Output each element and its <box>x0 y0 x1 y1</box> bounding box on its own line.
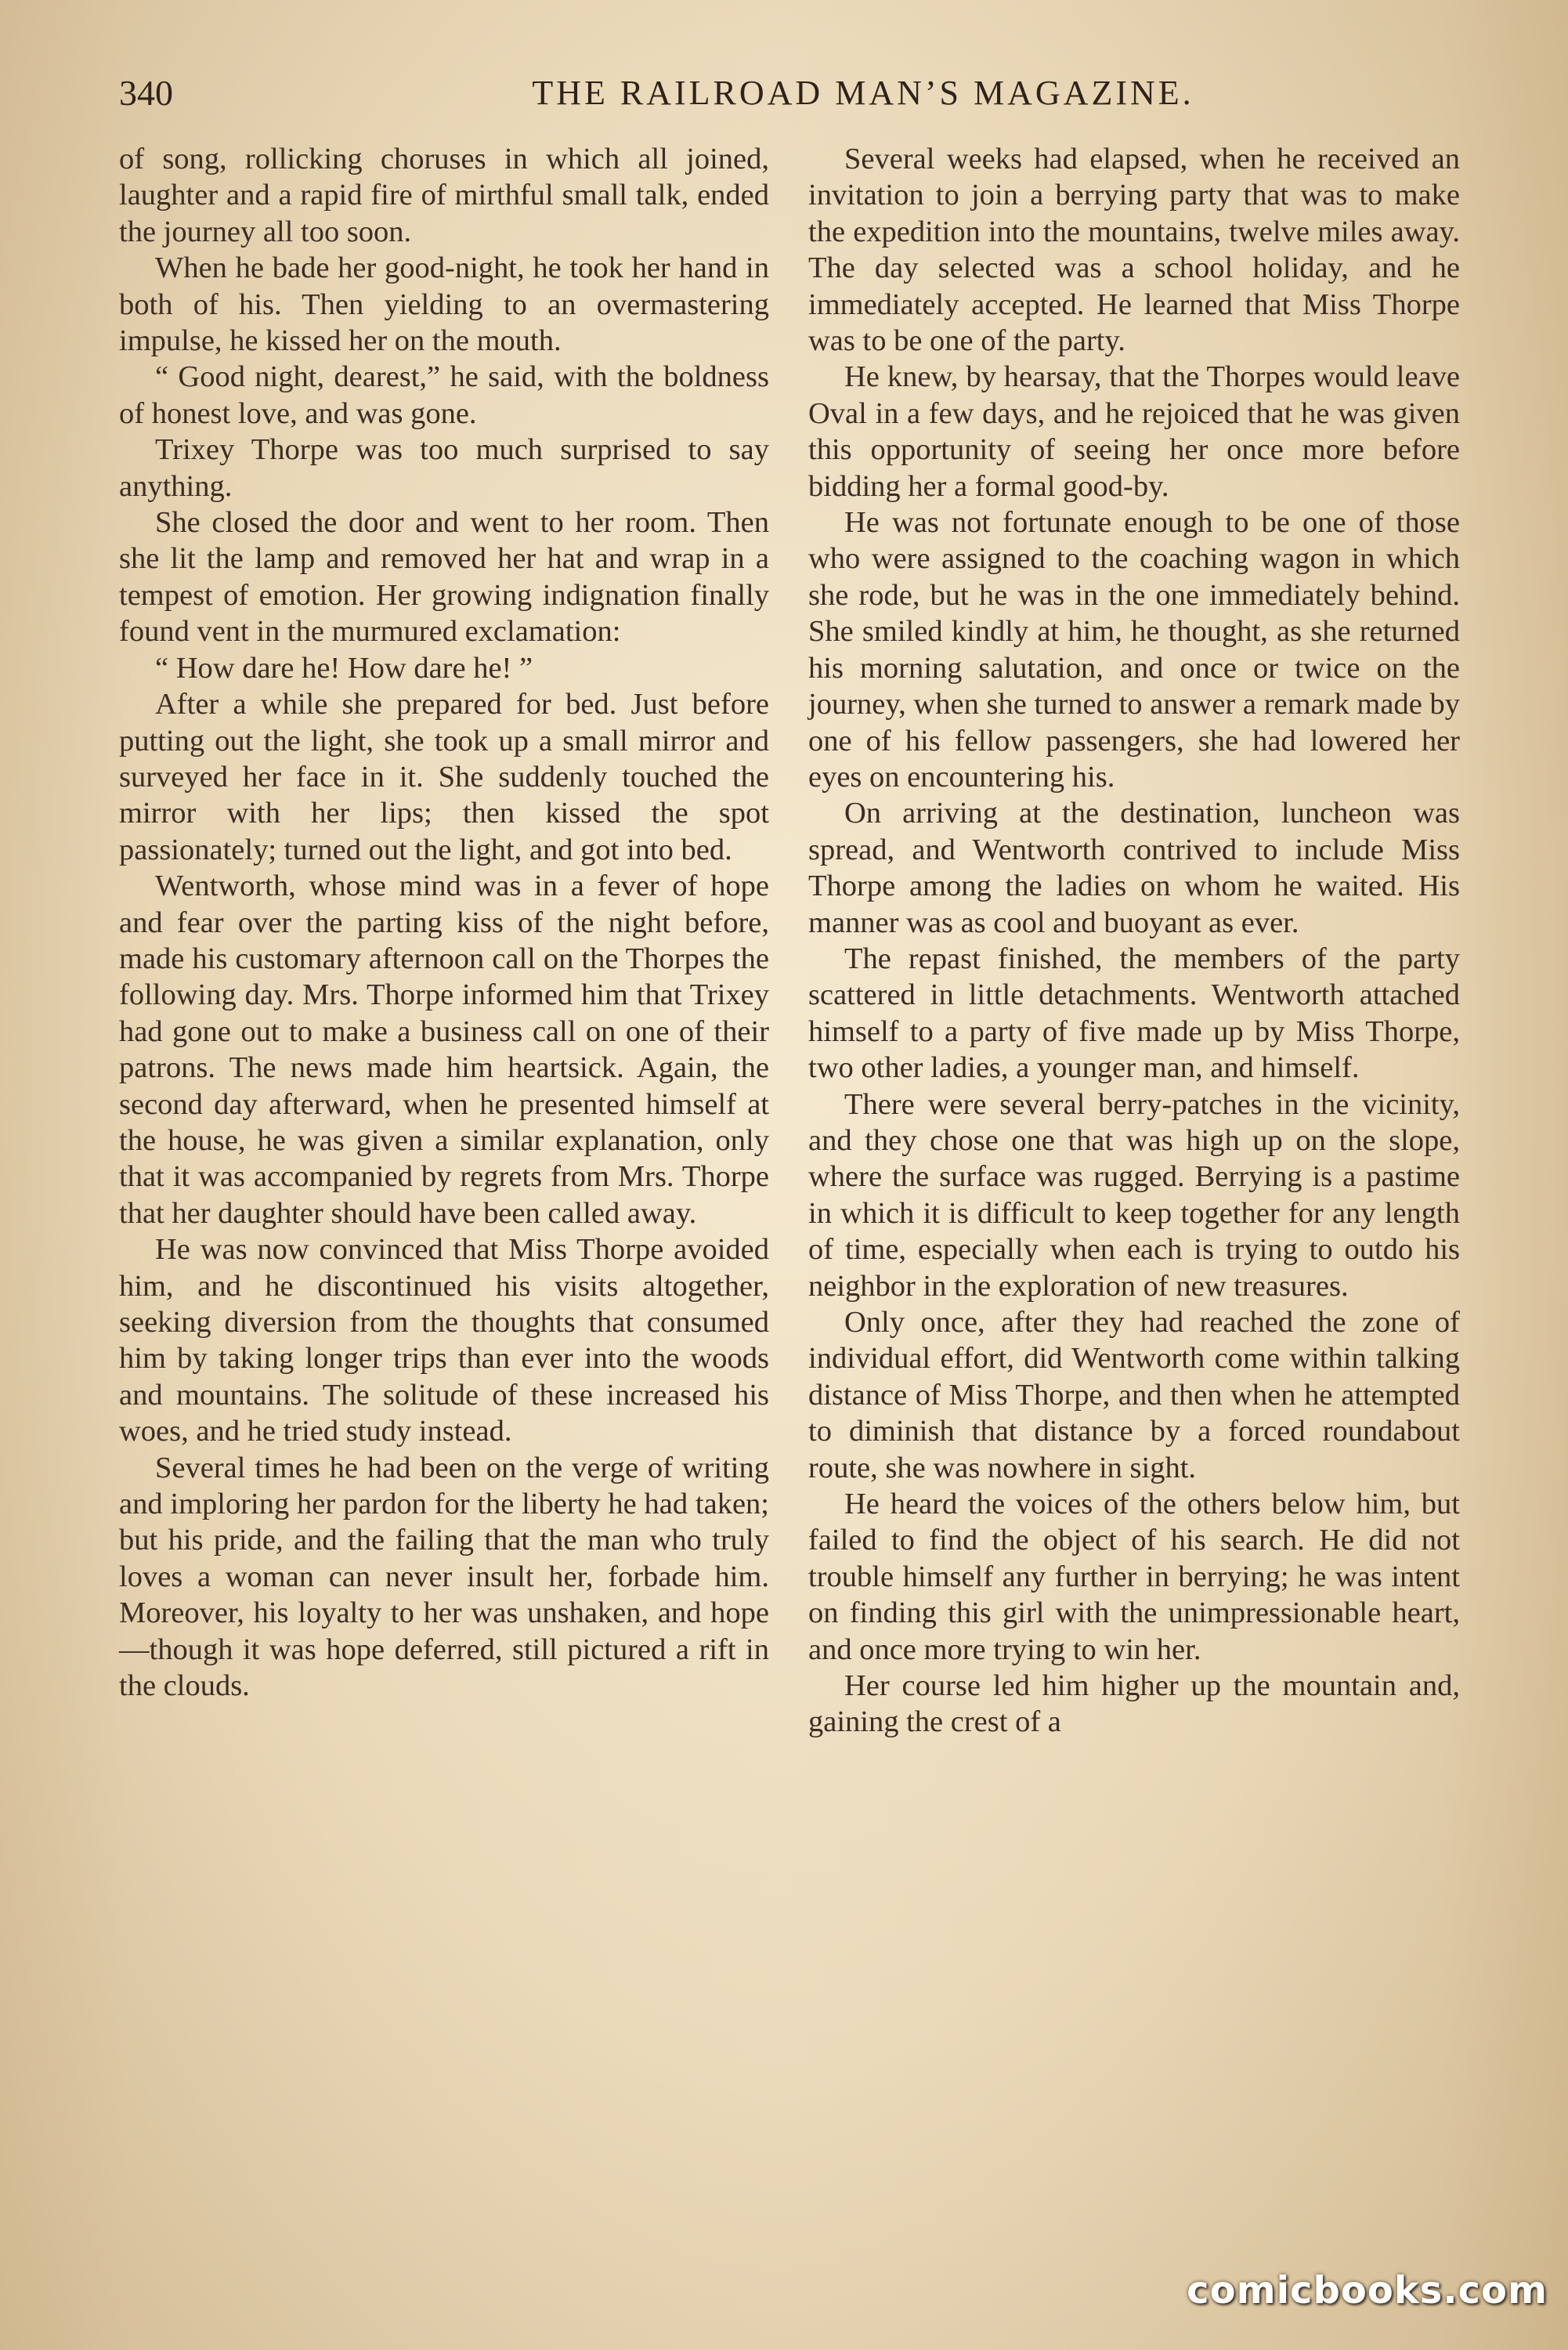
page-number: 340 <box>119 73 173 113</box>
paragraph: On arriving at the destination, luncheon was spread, and Wentworth contrived to include Miss Thorpe among the ladies on whom he waited. His manner was as cool and buoyant as ever. <box>808 797 1460 939</box>
paragraph: He was not fortunate enough to be one of those who were assigned to the coaching wagon in which she rode, but he was in the one immediately behind. She smiled kindly at him, he thought, as she returned his morning salutation, and once or twice on the journey, when she turned to answer a remark made by one of his fellow passengers, she had lowered her eyes on encountering his. <box>808 506 1460 794</box>
paragraph: He knew, by hearsay, that the Thorpes would leave Oval in a few days, and he rejoiced that he was given this opportunity of seeing her once more before bidding her a formal good-by. <box>808 360 1460 503</box>
paragraph: He was now convinced that Miss Thorpe avoided him, and he discontinued his visits altogether, seeking diversion from the thoughts that consumed him by taking longer trips than ever into the woods and mountains. The solitude of these increased his woes, and he tried study instead. <box>119 1233 769 1448</box>
left-column <box>119 141 769 1704</box>
paragraph: “ Good night, dearest,” he said, with the boldness of honest love, and was gone. <box>119 360 769 430</box>
paragraph: Only once, after they had reached the zone of individual effort, did Wentworth come within talking distance of Miss Thorpe, and then when he attempted to diminish that distance by a forced roundabout route, she was nowhere in sight. <box>808 1306 1460 1484</box>
page-header <box>119 67 1474 119</box>
running-title: THE RAILROAD MAN’S MAGAZINE. <box>532 74 1194 112</box>
paragraph: There were several berry-patches in the vicinity, and they chose one that was high up on the slope, where the surface was rugged. Berrying is a pastime in which it is difficult to keep together for any length of time, especially when each is trying to outdo his neighbor in the exploration of new treasures. <box>808 1087 1460 1303</box>
paragraph: He heard the voices of the others below him, but failed to find the object of his search. He did not trouble himself any further in berrying; he was intent on finding this girl with the unimpressionable heart, and once more trying to win her. <box>808 1488 1460 1666</box>
paragraph: When he bade her good-night, he took her hand in both of his. Then yielding to an overmastering impulse, he kissed her on the mouth. <box>119 251 769 358</box>
paragraph: The repast finished, the members of the party scattered in little detachments. Wentworth attached himself to a party of five made up by Miss Thorpe, two other ladies, a younger man, and himself. <box>808 942 1460 1085</box>
paragraph: Several times he had been on the verge of writing and imploring her pardon for the liberty he had taken; but his pride, and the failing that the man who truly loves a woman can never insult her, forbade him. Moreover, his loyalty to her was unshaken, and hope—though it was hope deferred, still pictured a rift in the clouds. <box>119 1451 769 1703</box>
paragraph: After a while she prepared for bed. Just before putting out the light, she took up a small mirror and surveyed her face in it. She suddenly touched the mirror with her lips; then kissed the spot passionately; turned out the light, and got into bed. <box>119 688 769 866</box>
paragraph: Several weeks had elapsed, when he received an invitation to join a berrying party that was to make the expedition into the mountains, twelve miles away. The day selected was a school holiday, and he immediately accepted. He learned that Miss Thorpe was to be one of the party. <box>808 143 1460 358</box>
paragraph: Wentworth, whose mind was in a fever of hope and fear over the parting kiss of the night before, made his customary afternoon call on the Thorpes the following day. Mrs. Thorpe informed him that Trixey had gone out to make a business call on one of their patrons. The news made him heartsick. Again, the second day afterward, when he presented himself at the house, he was given a similar explanation, only that it was accompanied by regrets from Mrs. Thorpe that her daughter should have been called away. <box>119 870 769 1230</box>
paragraph: “ How dare he! How dare he! ” <box>155 651 533 685</box>
paragraph: Trixey Thorpe was too much surprised to say anything. <box>119 433 769 503</box>
paragraph: She closed the door and went to her room. Then she lit the lamp and removed her hat and wrap in a tempest of emotion. Her growing indignation finally found vent in the murmured exclamation: <box>119 506 769 649</box>
watermark: comicbooks.com <box>1187 2269 1548 2312</box>
right-column <box>808 141 1460 1741</box>
paragraph: Her course led him higher up the mountain and, gaining the crest of a <box>808 1669 1460 1739</box>
paragraph: of song, rollicking choruses in which all joined, laughter and a rapid fire of mirthful small talk, ended the journey all too soon. <box>119 143 769 248</box>
